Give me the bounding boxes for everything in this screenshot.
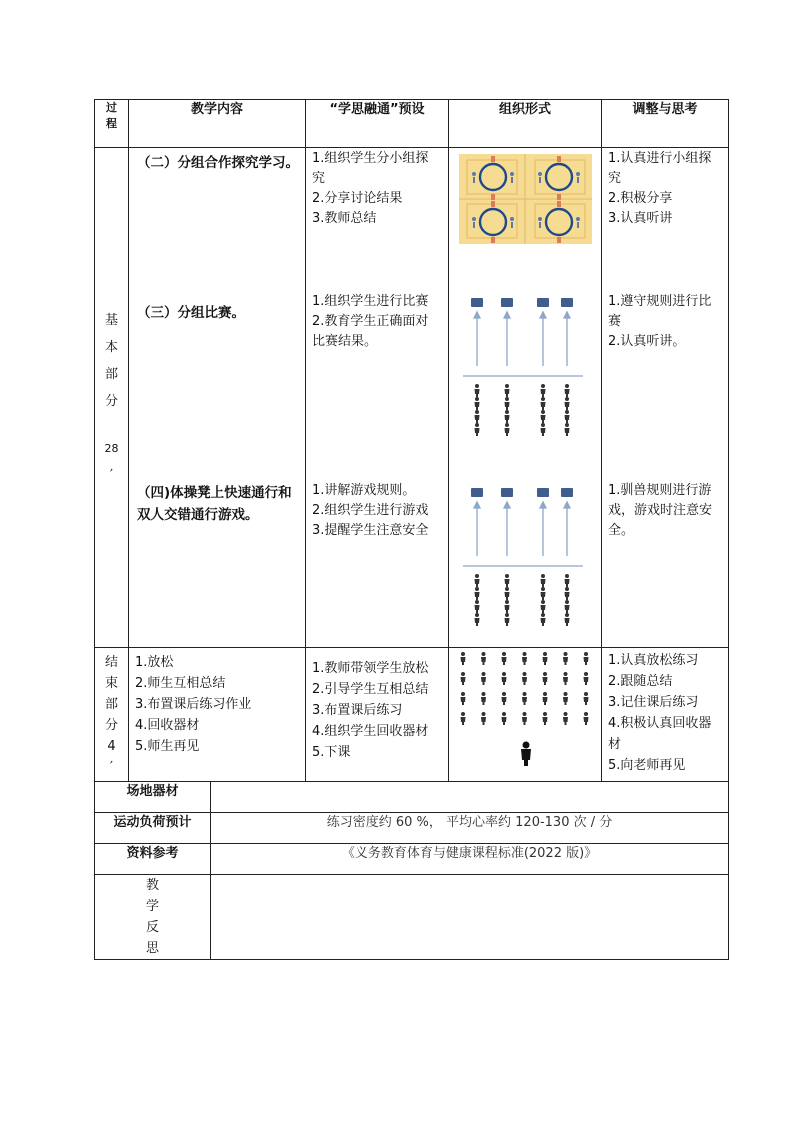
student-icon [543,692,548,705]
phase-duration: 28 [104,441,119,455]
students-lineup [475,574,570,626]
ending-content-item: 5.师生再见 [135,739,200,754]
phase-char: 结 [104,654,118,670]
student-icon [565,410,570,423]
preset-line: 2.分享讨论结果 [312,191,403,206]
preset-line: 1.讲解游戏规则。 [312,483,416,498]
ending-content-item: 4.回收器材 [135,718,200,733]
students-formation [461,652,589,725]
bench-icon [561,488,573,497]
adjust-line: 3.认真听讲 [608,211,673,226]
student-icon [505,574,510,587]
student-icon [563,692,568,705]
ending-adjust-item: 材 [608,737,622,752]
adjust-line: 2.积极分享 [608,191,673,206]
bench-icon [537,488,549,497]
adjust-group-match [608,292,724,352]
arrows [474,312,570,366]
benches [471,298,573,307]
student-icon [565,587,570,600]
ending-preset-cell [306,648,449,782]
header-content: 教学内容 [129,100,306,148]
reflection-char: 思 [145,941,159,956]
lesson-plan-table [94,99,729,960]
student-icon [541,384,546,397]
student-icon [502,712,507,725]
basic-adjust-cell [602,148,729,648]
phase-char: 束 [104,675,118,691]
ending-adjust-item: 3.记住课后练习 [608,695,699,710]
student-icon [563,652,568,665]
student-icon [584,712,589,725]
phase-char: 分 [104,393,118,409]
ending-preset-item: 2.引导学生互相总结 [312,682,429,697]
load-row [95,813,729,844]
student-icon [505,587,510,600]
reflection-char: 反 [145,920,159,935]
reflection-label [95,875,211,960]
basic-part-row [95,148,729,648]
load-value: 练习密度约 60 %， 平均心率约 120-130 次 / 分 [211,813,729,844]
basic-organization-cell [449,148,602,648]
header-row [95,100,729,148]
adjust-line: 1.驯兽规则进行游 [608,483,712,498]
preset-line: 究 [312,171,326,186]
student-icon [505,613,510,626]
preset-line: 3.提醒学生注意安全 [312,523,429,538]
student-icon [475,423,480,436]
group-match-diagram [459,294,592,444]
student-icon [475,384,480,397]
preset-line: 3.教师总结 [312,211,377,226]
student-icon [505,397,510,410]
preset-group-study [312,149,444,229]
ending-preset-item: 4.组织学生回收器材 [312,724,429,739]
student-icon [481,652,486,665]
reflection-row [95,875,729,960]
ending-adjust-item: 4.积极认真回收器 [608,716,712,731]
student-icon [475,600,480,613]
student-icon [481,692,486,705]
basic-phase-label [95,148,129,648]
ending-adjust-item: 1.认真放松练习 [608,653,699,668]
phase-duration: 4 [107,738,116,754]
adjust-line: 2.认真听讲。 [608,334,686,349]
student-icon [505,384,510,397]
phase-char: 分 [104,717,118,733]
adjust-group-study [608,149,724,229]
student-icon [563,712,568,725]
student-icon [522,652,527,665]
header-adjust: 调整与思考 [602,100,729,148]
ending-content-cell [129,648,306,782]
bench-game-diagram [459,484,592,634]
student-icon [505,600,510,613]
preset-line: 2.教育学生正确面对 [312,314,429,329]
ending-preset-list [306,648,448,763]
student-icon [461,692,466,705]
section-title-group-study: （二）分组合作探究学习。 [137,155,299,171]
student-icon [543,712,548,725]
student-icon [565,613,570,626]
ending-content-item: 1.放松 [135,655,174,670]
bench-icon [537,298,549,307]
preset-line: 1.组织学生分小组探 [312,151,429,166]
student-icon [481,712,486,725]
student-icon [461,652,466,665]
student-icon [584,652,589,665]
student-icon [475,574,480,587]
reflection-char: 教 [145,878,159,893]
student-icon [541,613,546,626]
header-phase-line1: 过 [106,101,117,114]
section-title-bench-game [137,482,302,526]
benches [471,488,573,497]
student-icon [543,672,548,685]
reflection-value [211,875,729,960]
phase-char: 部 [104,366,118,382]
section-title-line: 双人交错通行游戏。 [137,507,259,523]
relax-formation-diagram [449,648,601,774]
student-icon [565,384,570,397]
bench-icon [471,298,483,307]
student-icon [461,672,466,685]
ending-adjust-item: 2.跟随总结 [608,674,673,689]
venue-label: 场地器材 [95,782,211,813]
student-icon [522,712,527,725]
section-title-group-match: （三）分组比赛。 [137,305,245,321]
student-icon [481,672,486,685]
preset-line: 2.组织学生进行游戏 [312,503,429,518]
header-preset: “学思融通”预设 [306,100,449,148]
ending-preset-item: 1.教师带领学生放松 [312,661,429,676]
header-phase-line2: 程 [106,117,117,130]
ending-preset-item: 3.布置课后练习 [312,703,403,718]
student-icon [475,410,480,423]
student-icon [565,397,570,410]
student-icon [584,672,589,685]
phase-char: 本 [104,339,118,355]
student-icon [522,672,527,685]
ending-organization-cell [449,648,602,782]
adjust-line: 究 [608,171,622,186]
bench-icon [501,488,513,497]
student-icon [461,712,466,725]
phase-char: 部 [104,696,118,712]
load-label: 运动负荷预计 [95,813,211,844]
section-title-line: （四)体操凳上快速通行和 [137,485,292,501]
ending-content-item: 3.布置课后练习作业 [135,697,252,712]
bench-icon [501,298,513,307]
student-icon [541,574,546,587]
student-icon [541,423,546,436]
adjust-line: 戏，游戏时注意安 [608,503,713,518]
student-icon [502,672,507,685]
venue-row [95,782,729,813]
students-lineup [475,384,570,436]
student-icon [541,397,546,410]
student-icon [565,600,570,613]
student-icon [505,423,510,436]
student-icon [565,574,570,587]
ending-phase-label [95,648,129,782]
reference-row [95,844,729,875]
arrows [474,502,570,556]
ending-adjust-list [602,648,728,776]
student-icon [541,587,546,600]
ending-adjust-item: 5.向老师再见 [608,758,686,773]
adjust-line: 全。 [608,523,635,538]
ending-part-row [95,648,729,782]
adjust-bench-game [608,481,724,541]
preset-group-match [312,292,444,352]
ending-adjust-cell [602,648,729,782]
phase-duration-unit: ′ [110,467,113,483]
student-icon [522,692,527,705]
basic-content-cell [129,148,306,648]
phase-char: 基 [104,312,118,328]
student-icon [475,397,480,410]
student-icon [541,410,546,423]
reference-value: 《义务教育体育与健康课程标准(2022 版)》 [211,844,729,875]
student-icon [543,652,548,665]
reflection-char: 学 [145,899,159,914]
bench-icon [471,488,483,497]
student-icon [563,672,568,685]
student-icon [541,600,546,613]
ending-content-item: 2.师生互相总结 [135,676,226,691]
header-phase [95,100,129,148]
adjust-line: 赛 [608,314,622,329]
student-icon [502,692,507,705]
phase-duration-unit: ′ [110,759,113,775]
preset-line: 1.组织学生进行比赛 [312,294,429,309]
group-study-court-diagram [459,154,592,244]
reference-label: 资料参考 [95,844,211,875]
bench-icon [561,298,573,307]
adjust-line: 1.认真进行小组探 [608,151,712,166]
venue-value [211,782,729,813]
adjust-line: 1.遵守规则进行比 [608,294,712,309]
ending-preset-item: 5.下课 [312,745,351,760]
ending-content-list [129,648,305,757]
student-icon [565,423,570,436]
student-icon [475,613,480,626]
header-organization: 组织形式 [449,100,602,148]
student-icon [505,410,510,423]
student-icon [475,587,480,600]
basic-preset-cell [306,148,449,648]
preset-line: 比赛结果。 [312,334,378,349]
preset-bench-game [312,481,444,541]
teacher-icon [521,742,531,767]
student-icon [502,652,507,665]
student-icon [584,692,589,705]
